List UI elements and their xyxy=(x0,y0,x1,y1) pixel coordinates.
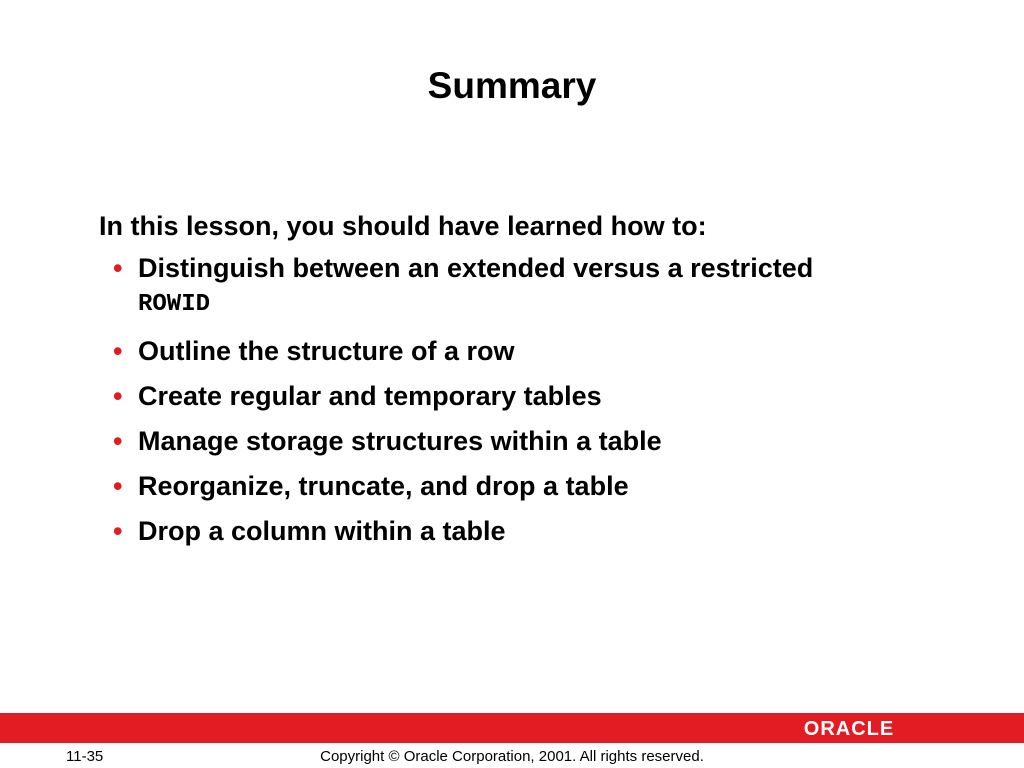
bullet-list xyxy=(99,252,959,548)
bullet-icon: • xyxy=(113,381,123,411)
copyright-text: Copyright © Oracle Corporation, 2001. All rights reserved. xyxy=(320,748,704,765)
bullet-icon: • xyxy=(113,426,123,456)
bullet-item xyxy=(99,425,959,458)
bullet-item xyxy=(99,470,959,503)
bullet-item xyxy=(99,515,959,548)
bullet-text: Distinguish between an extended versus a restricted xyxy=(138,253,814,283)
bullet-icon: • xyxy=(113,253,123,283)
footer-bar xyxy=(0,713,1024,743)
oracle-logo-icon xyxy=(788,717,910,739)
oracle-logo-text: ORACLE xyxy=(803,718,895,739)
bullet-text: Manage storage structures within a table xyxy=(138,426,662,456)
bullet-text: Outline the structure of a row xyxy=(138,336,515,366)
bullet-item xyxy=(99,380,959,413)
bullet-icon: • xyxy=(113,336,123,366)
page-number: 11-35 xyxy=(66,748,104,765)
slide-content xyxy=(99,206,959,560)
bullet-code: ROWID xyxy=(138,291,211,318)
bullet-item xyxy=(99,252,959,321)
slide-title: Summary xyxy=(427,65,597,106)
oracle-logo xyxy=(788,717,910,739)
bullet-text: Create regular and temporary tables xyxy=(138,381,602,411)
bullet-item xyxy=(99,335,959,368)
bullet-icon: • xyxy=(113,471,123,501)
intro-text: In this lesson, you should have learned how to: xyxy=(99,211,707,241)
bullet-text: Drop a column within a table xyxy=(138,516,506,546)
bullet-icon: • xyxy=(113,516,123,546)
bullet-text: Reorganize, truncate, and drop a table xyxy=(138,471,629,501)
